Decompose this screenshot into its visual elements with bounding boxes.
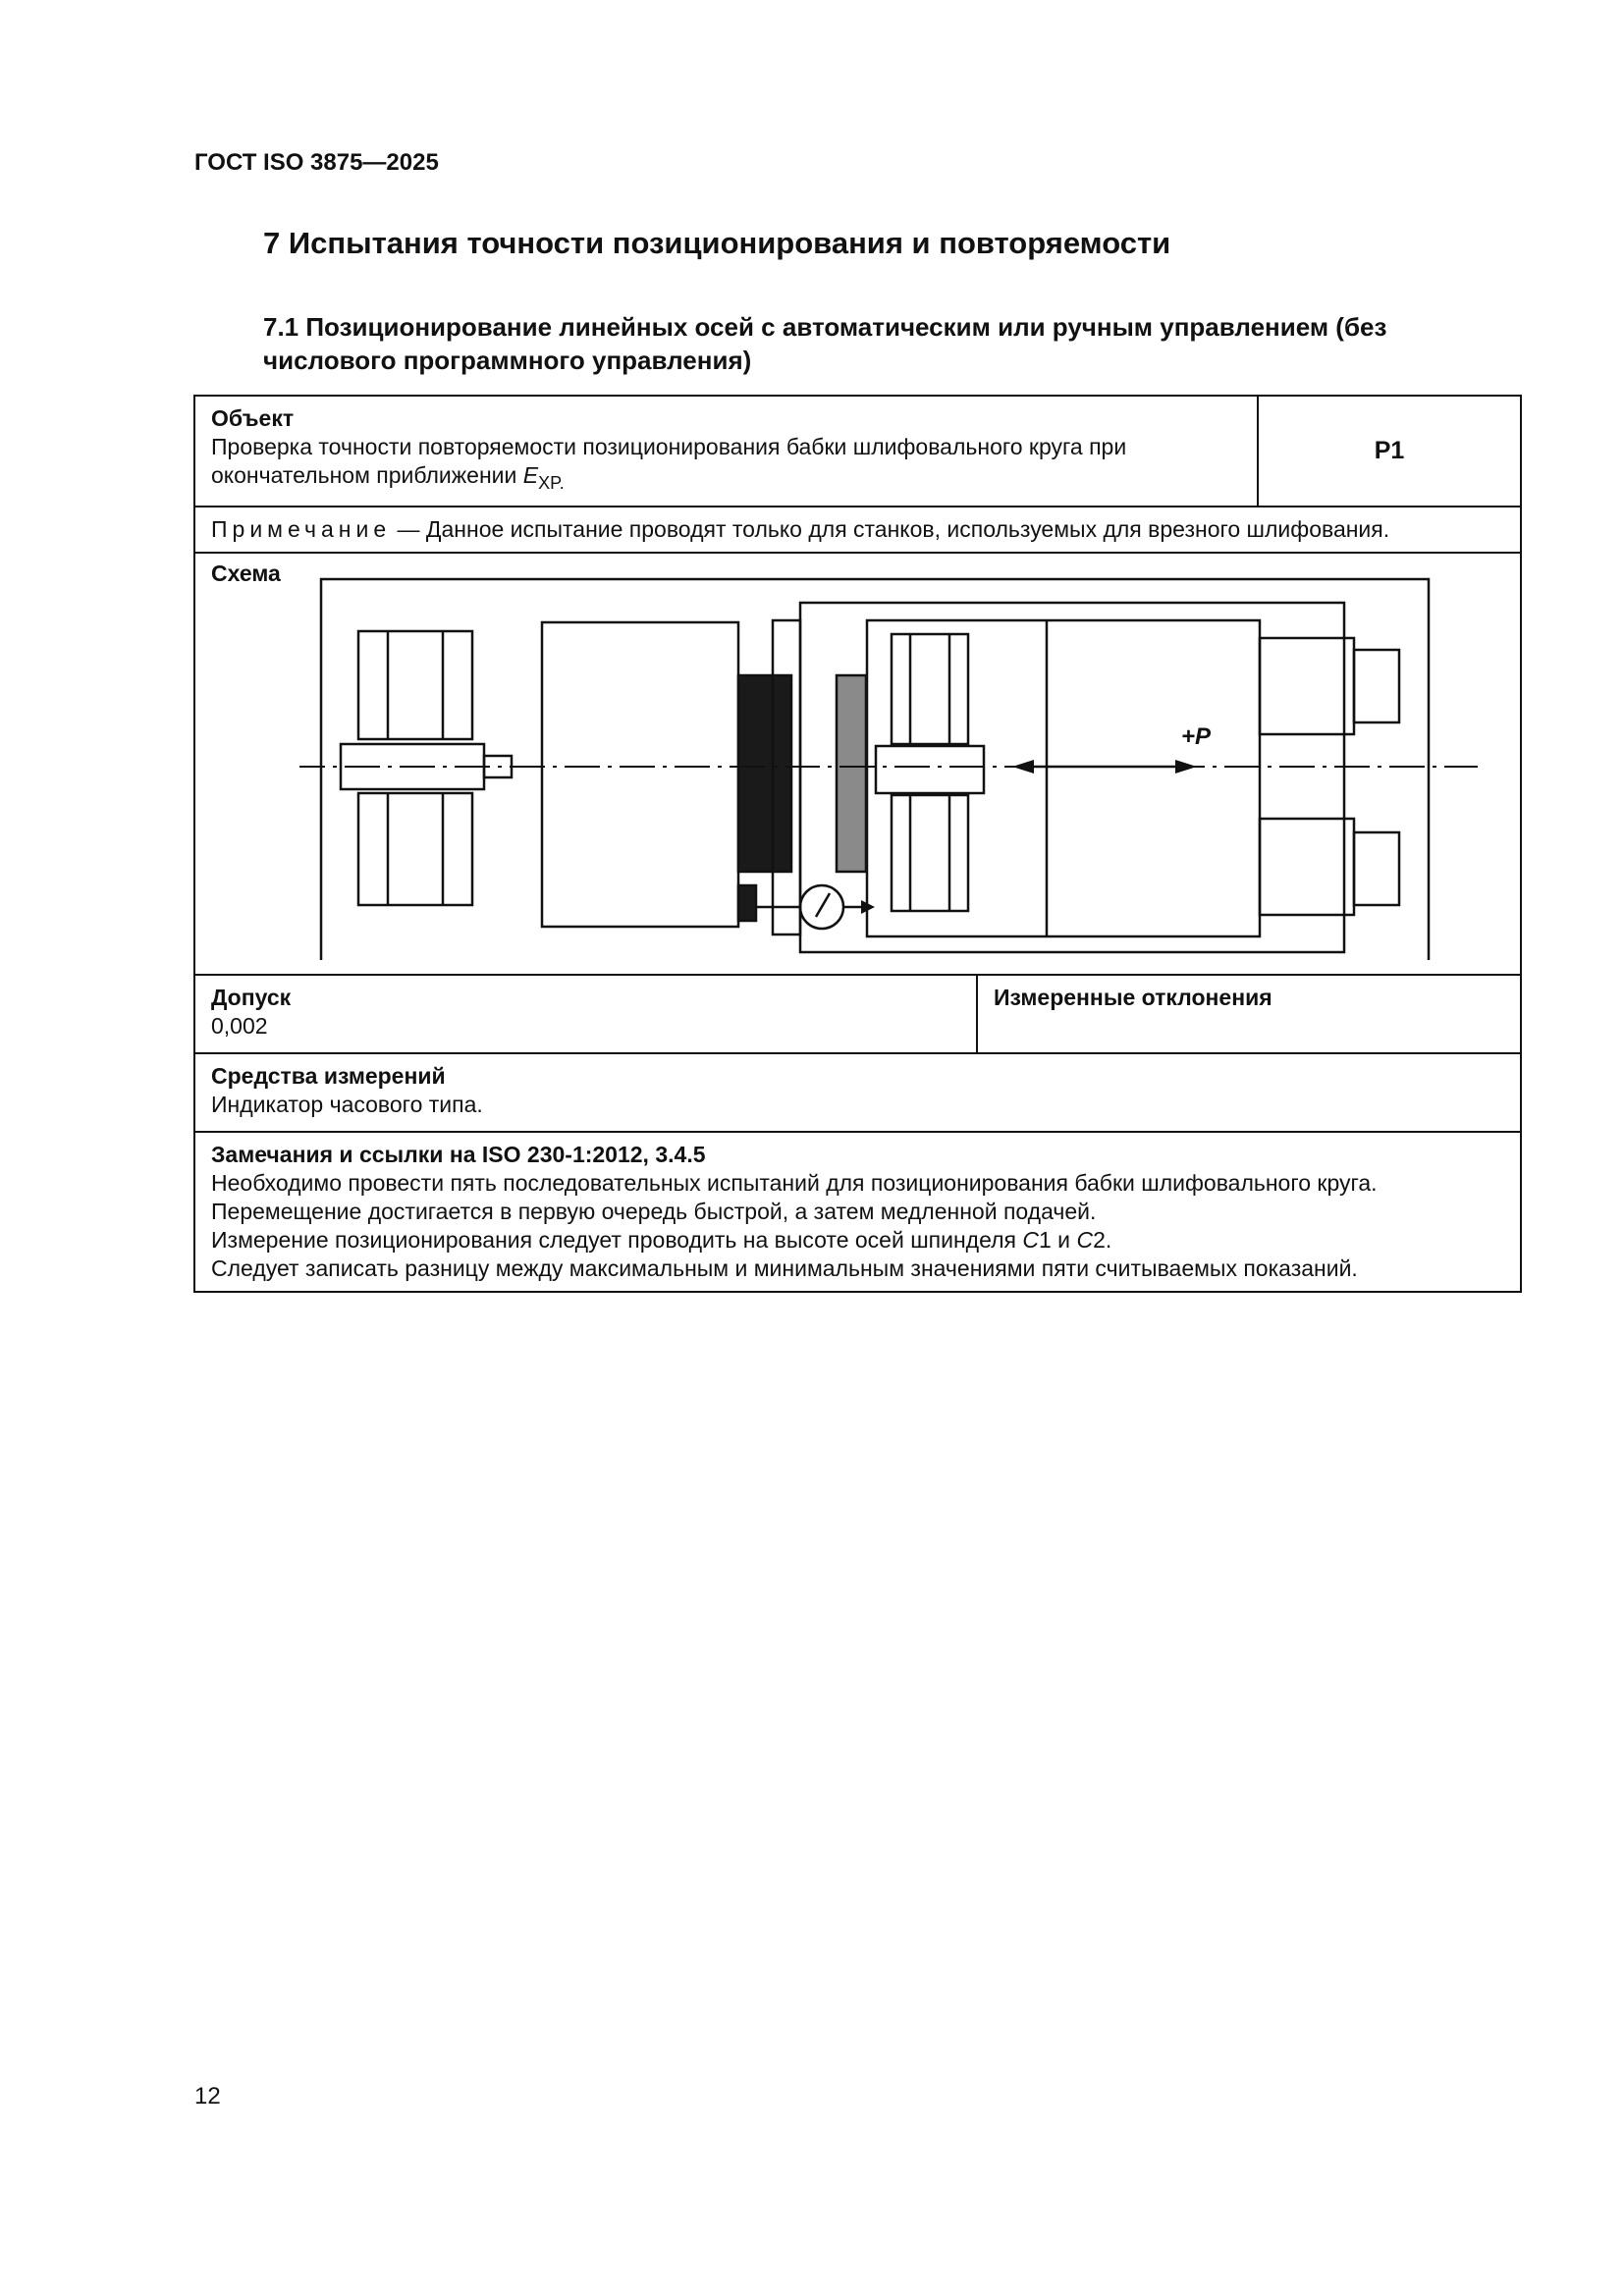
- grinding-wheel: [837, 675, 866, 872]
- object-cell: [194, 396, 1258, 507]
- object-text: Проверка точности повторяемости позиционирования бабки шлифовального круга при окончательном приближении: [211, 434, 1127, 488]
- stop-block: [738, 885, 756, 921]
- object-symbol: E: [522, 462, 539, 488]
- arrow-right: [1175, 760, 1197, 774]
- remarks-line: Перемещение достигается в первую очередь быстрой, а затем медленной подачей.: [211, 1199, 1097, 1224]
- section-title: 7 Испытания точности позиционирования и повторяемости: [263, 226, 1171, 260]
- measured-label: Измеренные отклонения: [994, 985, 1272, 1010]
- left-wheel-upper: [358, 631, 472, 739]
- scheme-row: [194, 553, 1521, 975]
- axis-label: +P: [1181, 723, 1212, 750]
- remarks-line: Необходимо провести пять последовательных испытаний для позиционирования бабки шлифовального круга.: [211, 1170, 1378, 1196]
- tolerance-label: Допуск: [211, 985, 292, 1010]
- tolerance-value: 0,002: [211, 1013, 268, 1039]
- note-label: Примечание: [211, 516, 392, 542]
- upper-cylinder: [1354, 650, 1399, 722]
- right-wheel-lower: [892, 795, 968, 911]
- note-cell: [194, 507, 1521, 553]
- remarks-row: [194, 1132, 1521, 1292]
- lower-actuator: [1260, 819, 1354, 915]
- arrow-left: [1012, 760, 1034, 774]
- left-wheel-lower: [358, 793, 472, 905]
- wheelhead-outer: [800, 603, 1344, 952]
- note-row: [194, 507, 1521, 553]
- remarks-label: Замечания и ссылки на ISO 230-1:2012, 3.4.5: [211, 1142, 706, 1167]
- remarks-line-spindle: Измерение позиционирования следует проводить на высоте осей шпинделя C1 и C2.: [211, 1227, 1112, 1253]
- subsection-title: 7.1 Позиционирование линейных осей с автоматическим или ручным управлением (без числового программного управления): [263, 312, 1387, 375]
- right-wheel-upper: [892, 634, 968, 744]
- workpiece-block: [738, 675, 791, 872]
- tolerance-cell: [194, 975, 977, 1053]
- scheme-diagram: [299, 567, 1497, 960]
- object-subscript: XP.: [538, 473, 565, 493]
- page-number: 12: [194, 2083, 221, 2109]
- instruments-text: Индикатор часового типа.: [211, 1092, 483, 1117]
- instruments-cell: [194, 1053, 1521, 1132]
- instruments-row: [194, 1053, 1521, 1132]
- lower-cylinder: [1354, 832, 1399, 905]
- object-label: Объект: [211, 405, 295, 431]
- scheme-label: Схема: [211, 561, 281, 586]
- tolerance-row: [194, 975, 1521, 1053]
- measured-cell: [977, 975, 1521, 1053]
- right-spindle-hub: [876, 746, 984, 793]
- headstock-block: [542, 622, 738, 927]
- check-code: P1: [1258, 396, 1521, 507]
- check-table: [193, 395, 1522, 1293]
- wheelhead-inner: [867, 620, 1260, 936]
- note-text: — Данное испытание проводят только для станков, используемых для врезного шлифования.: [391, 516, 1390, 542]
- upper-actuator: [1260, 638, 1354, 734]
- document-code: ГОСТ ISO 3875—2025: [194, 149, 439, 176]
- scheme-cell: [194, 553, 1521, 975]
- remarks-line: Следует записать разницу между максимальным и минимальным значениями пяти считываемых показаний.: [211, 1255, 1358, 1281]
- instruments-label: Средства измерений: [211, 1063, 446, 1089]
- object-row: [194, 396, 1521, 507]
- remarks-cell: [194, 1132, 1521, 1292]
